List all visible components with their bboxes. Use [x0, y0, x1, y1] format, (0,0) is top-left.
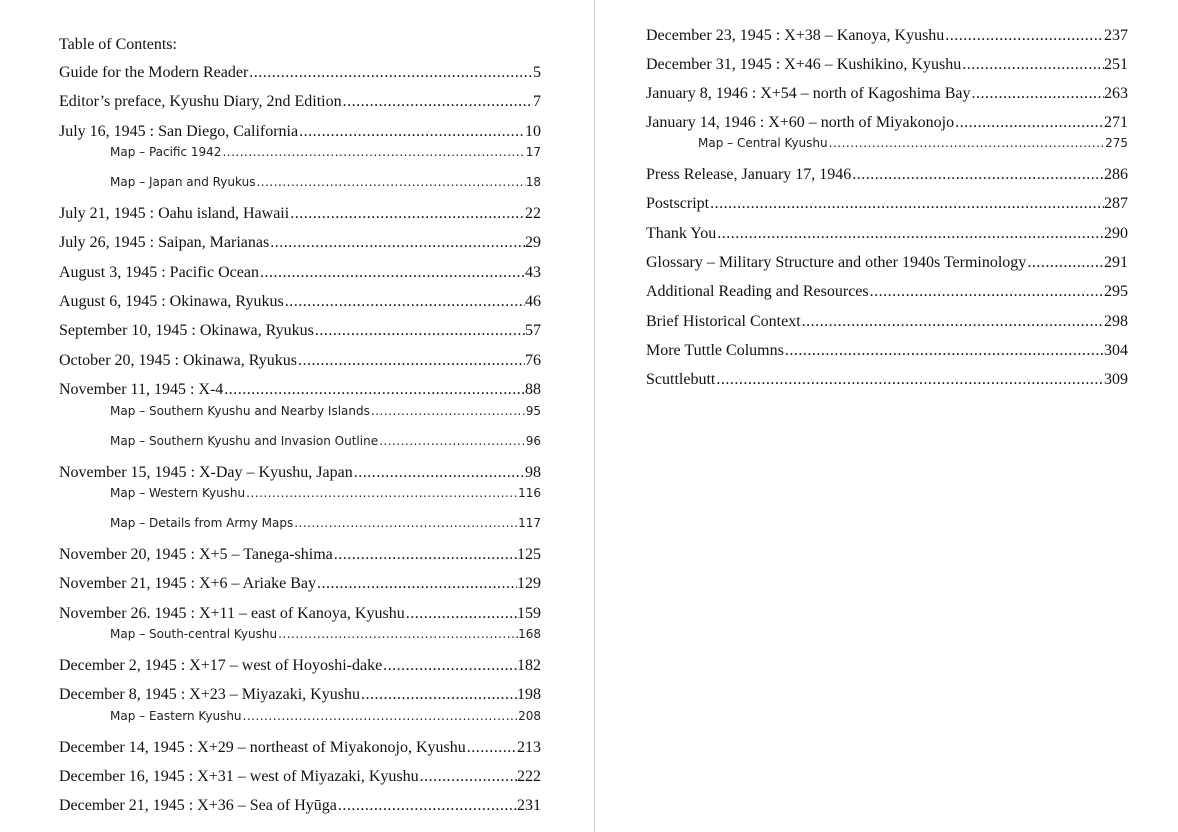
- toc-entry-page-number: 96: [525, 434, 541, 448]
- toc-entry-title: Map – Southern Kyushu and Invasion Outline: [110, 434, 379, 448]
- toc-dot-leader: [223, 380, 525, 400]
- toc-entry-page-number: 129: [517, 575, 541, 592]
- toc-entry-page-number: 291: [1104, 254, 1128, 271]
- toc-entry[interactable]: [646, 341, 1128, 361]
- toc-entry-title: July 21, 1945 : Oahu island, Hawaii: [59, 205, 290, 222]
- toc-entry[interactable]: [646, 282, 1128, 302]
- toc-entry-page-number: 116: [518, 486, 541, 500]
- toc-entry[interactable]: [59, 122, 541, 142]
- toc-entry[interactable]: [59, 204, 541, 224]
- toc-entry-page-number: 76: [525, 352, 541, 369]
- toc-entry[interactable]: [646, 312, 1128, 332]
- toc-entry-page-number: 309: [1104, 371, 1128, 388]
- toc-entry-title: December 21, 1945 : X+36 – Sea of Hyūga: [59, 797, 337, 814]
- toc-dot-leader: [378, 433, 526, 449]
- toc-entry-title: Additional Reading and Resources: [646, 283, 869, 300]
- toc-dot-leader: [405, 604, 517, 624]
- toc-dot-leader: [284, 292, 525, 312]
- toc-dot-leader: [851, 165, 1104, 185]
- toc-entry-title: Scuttlebutt: [646, 371, 716, 388]
- toc-entry-title: Guide for the Modern Reader: [59, 64, 249, 81]
- toc-dot-leader: [353, 463, 525, 483]
- toc-entry[interactable]: [59, 92, 541, 112]
- toc-dot-leader: [971, 84, 1104, 104]
- toc-entry-title: November 15, 1945 : X-Day – Kyushu, Japan: [59, 464, 353, 481]
- toc-entry[interactable]: [646, 370, 1128, 390]
- toc-entry-title: More Tuttle Columns: [646, 342, 784, 359]
- toc-entry-page-number: 287: [1104, 195, 1128, 212]
- toc-entry-title: December 16, 1945 : X+31 – west of Miyazaki, Kyushu: [59, 768, 419, 785]
- toc-map-entry[interactable]: [110, 174, 541, 190]
- toc-dot-leader: [869, 282, 1104, 302]
- toc-map-entry[interactable]: [698, 135, 1128, 151]
- toc-dot-leader: [316, 574, 517, 594]
- toc-entry-title: Map – Central Kyushu: [698, 136, 828, 150]
- toc-dot-leader: [370, 403, 526, 419]
- toc-dot-leader: [944, 26, 1104, 46]
- toc-entry-title: January 14, 1946 : X+60 – north of Miyakonojo: [646, 114, 955, 131]
- toc-entry-page-number: 275: [1105, 136, 1128, 150]
- toc-dot-leader: [255, 174, 525, 190]
- toc-entry-page-number: 271: [1104, 114, 1128, 131]
- toc-entry-title: Postscript: [646, 195, 710, 212]
- toc-entry-page-number: 159: [517, 605, 541, 622]
- toc-entry[interactable]: [59, 574, 541, 594]
- toc-entry-page-number: 117: [518, 516, 541, 530]
- toc-entry[interactable]: [59, 380, 541, 400]
- toc-entry[interactable]: [646, 165, 1128, 185]
- toc-entry-page-number: 237: [1104, 27, 1128, 44]
- toc-dot-leader: [466, 738, 517, 758]
- toc-entry-title: December 2, 1945 : X+17 – west of Hoyoshi-dake: [59, 657, 383, 674]
- toc-entry-page-number: 290: [1104, 225, 1128, 242]
- toc-map-entry[interactable]: [110, 515, 541, 531]
- toc-entry[interactable]: [59, 767, 541, 787]
- toc-entry-title: Map – Southern Kyushu and Nearby Islands: [110, 404, 370, 418]
- toc-entry-page-number: 98: [525, 464, 541, 481]
- toc-entry-title: July 26, 1945 : Saipan, Marianas: [59, 234, 270, 251]
- toc-dot-leader: [221, 144, 525, 160]
- toc-entry-page-number: 43: [525, 264, 541, 281]
- toc-entry[interactable]: [59, 604, 541, 624]
- toc-dot-leader: [342, 92, 533, 112]
- toc-entry-title: October 20, 1945 : Okinawa, Ryukus: [59, 352, 297, 369]
- toc-entry-title: December 14, 1945 : X+29 – northeast of Miyakonojo, Kyushu: [59, 739, 466, 756]
- toc-entry-page-number: 125: [517, 546, 541, 563]
- toc-dot-leader: [715, 370, 1104, 390]
- toc-dot-leader: [245, 485, 518, 501]
- toc-dot-leader: [954, 113, 1104, 133]
- toc-map-entry[interactable]: [110, 485, 541, 501]
- toc-entry-page-number: 231: [517, 797, 541, 814]
- toc-entry[interactable]: [646, 224, 1128, 244]
- toc-entry-page-number: 208: [518, 709, 541, 723]
- toc-entry[interactable]: [646, 55, 1128, 75]
- toc-entry[interactable]: [646, 194, 1128, 214]
- toc-entry-title: Map – South-central Kyushu: [110, 627, 278, 641]
- toc-entry-title: Glossary – Military Structure and other 1940s Terminology: [646, 254, 1027, 271]
- toc-entry[interactable]: [59, 351, 541, 371]
- toc-entry-page-number: 182: [517, 657, 541, 674]
- toc-entry[interactable]: [59, 656, 541, 676]
- toc-entry-page-number: 168: [518, 627, 541, 641]
- toc-entry[interactable]: [59, 63, 541, 83]
- toc-dot-leader: [360, 685, 517, 705]
- toc-entry-title: December 23, 1945 : X+38 – Kanoya, Kyushu: [646, 27, 945, 44]
- toc-entry-title: November 11, 1945 : X-4: [59, 381, 224, 398]
- toc-entry[interactable]: [59, 292, 541, 312]
- toc-entry-page-number: 57: [525, 322, 541, 339]
- toc-entry-page-number: 17: [525, 145, 541, 159]
- toc-dot-leader: [293, 515, 518, 531]
- toc-entry[interactable]: [59, 545, 541, 565]
- toc-dot-leader: [248, 63, 533, 83]
- toc-entry-page-number: 298: [1104, 313, 1128, 330]
- toc-entry[interactable]: [59, 685, 541, 705]
- toc-map-entry[interactable]: [110, 403, 541, 419]
- toc-entry[interactable]: [59, 738, 541, 758]
- toc-entry[interactable]: [59, 321, 541, 341]
- toc-dot-leader: [337, 796, 517, 816]
- toc-dot-leader: [333, 545, 517, 565]
- toc-entry-title: Map – Details from Army Maps: [110, 516, 294, 530]
- page-right: [595, 0, 1178, 832]
- toc-entry-title: September 10, 1945 : Okinawa, Ryukus: [59, 322, 314, 339]
- toc-entry-page-number: 7: [533, 93, 541, 110]
- toc-dot-leader: [382, 656, 517, 676]
- toc-map-entry[interactable]: [110, 144, 541, 160]
- toc-entry-title: November 26. 1945 : X+11 – east of Kanoya, Kyushu: [59, 605, 405, 622]
- toc-dot-leader: [297, 351, 525, 371]
- toc-entry[interactable]: [59, 233, 541, 253]
- toc-entry-title: November 21, 1945 : X+6 – Ariake Bay: [59, 575, 316, 592]
- toc-entry-page-number: 5: [533, 64, 541, 81]
- toc-entry-title: December 8, 1945 : X+23 – Miyazaki, Kyushu: [59, 686, 360, 703]
- toc-entry-page-number: 95: [525, 404, 541, 418]
- toc-entry-title: Map – Pacific 1942: [110, 145, 222, 159]
- toc-entry-page-number: 286: [1104, 166, 1128, 183]
- toc-dot-leader: [242, 708, 519, 724]
- toc-entry-title: Thank You: [646, 225, 717, 242]
- toc-map-entry[interactable]: [110, 433, 541, 449]
- toc-entry-title: November 20, 1945 : X+5 – Tanega-shima: [59, 546, 333, 563]
- toc-dot-leader: [1026, 253, 1104, 273]
- toc-entry-page-number: 213: [517, 739, 541, 756]
- toc-entry-page-number: 18: [525, 175, 541, 189]
- toc-entry-title: August 3, 1945 : Pacific Ocean: [59, 264, 259, 281]
- toc-entry-page-number: 10: [525, 123, 541, 140]
- toc-heading: Table of Contents:: [59, 36, 177, 53]
- toc-dot-leader: [289, 204, 525, 224]
- toc-entry-page-number: 46: [525, 293, 541, 310]
- toc-dot-leader: [961, 55, 1104, 75]
- toc-entry-page-number: 88: [525, 381, 541, 398]
- toc-dot-leader: [259, 263, 525, 283]
- toc-entry-page-number: 222: [517, 768, 541, 785]
- toc-entry[interactable]: [646, 253, 1128, 273]
- toc-map-entry[interactable]: [110, 708, 541, 724]
- toc-dot-leader: [828, 135, 1105, 151]
- toc-entry-title: Map – Western Kyushu: [110, 486, 246, 500]
- toc-dot-leader: [314, 321, 525, 341]
- toc-dot-leader: [784, 341, 1104, 361]
- toc-entry[interactable]: [646, 26, 1128, 46]
- toc-entry-title: July 16, 1945 : San Diego, California: [59, 123, 299, 140]
- toc-entry-page-number: 304: [1104, 342, 1128, 359]
- toc-entry-title: Press Release, January 17, 1946: [646, 166, 852, 183]
- toc-entry-title: January 8, 1946 : X+54 – north of Kagoshima Bay: [646, 85, 971, 102]
- toc-entry-page-number: 263: [1104, 85, 1128, 102]
- toc-entry-title: December 31, 1945 : X+46 – Kushikino, Kyushu: [646, 56, 962, 73]
- toc-entry[interactable]: [59, 463, 541, 483]
- toc-entry[interactable]: [646, 84, 1128, 104]
- toc-dot-leader: [709, 194, 1104, 214]
- toc-entry-page-number: 22: [525, 205, 541, 222]
- toc-dot-leader: [716, 224, 1104, 244]
- toc-entry-title: Map – Eastern Kyushu: [110, 709, 242, 723]
- toc-entry-page-number: 29: [525, 234, 541, 251]
- toc-map-entry[interactable]: [110, 626, 541, 642]
- toc-entry-title: Brief Historical Context: [646, 313, 801, 330]
- toc-entry-title: August 6, 1945 : Okinawa, Ryukus: [59, 293, 284, 310]
- toc-entry-page-number: 295: [1104, 283, 1128, 300]
- toc-dot-leader: [277, 626, 518, 642]
- toc-entry[interactable]: [59, 263, 541, 283]
- toc-dot-leader: [801, 312, 1104, 332]
- toc-dot-leader: [269, 233, 525, 253]
- toc-dot-leader: [419, 767, 517, 787]
- toc-entry-title: Editor’s preface, Kyushu Diary, 2nd Edition: [59, 93, 342, 110]
- toc-entry[interactable]: [59, 796, 541, 816]
- toc-entry-page-number: 251: [1104, 56, 1128, 73]
- toc-dot-leader: [298, 122, 525, 142]
- toc-entry-title: Map – Japan and Ryukus: [110, 175, 256, 189]
- toc-entry[interactable]: [646, 113, 1128, 133]
- toc-entry-page-number: 198: [517, 686, 541, 703]
